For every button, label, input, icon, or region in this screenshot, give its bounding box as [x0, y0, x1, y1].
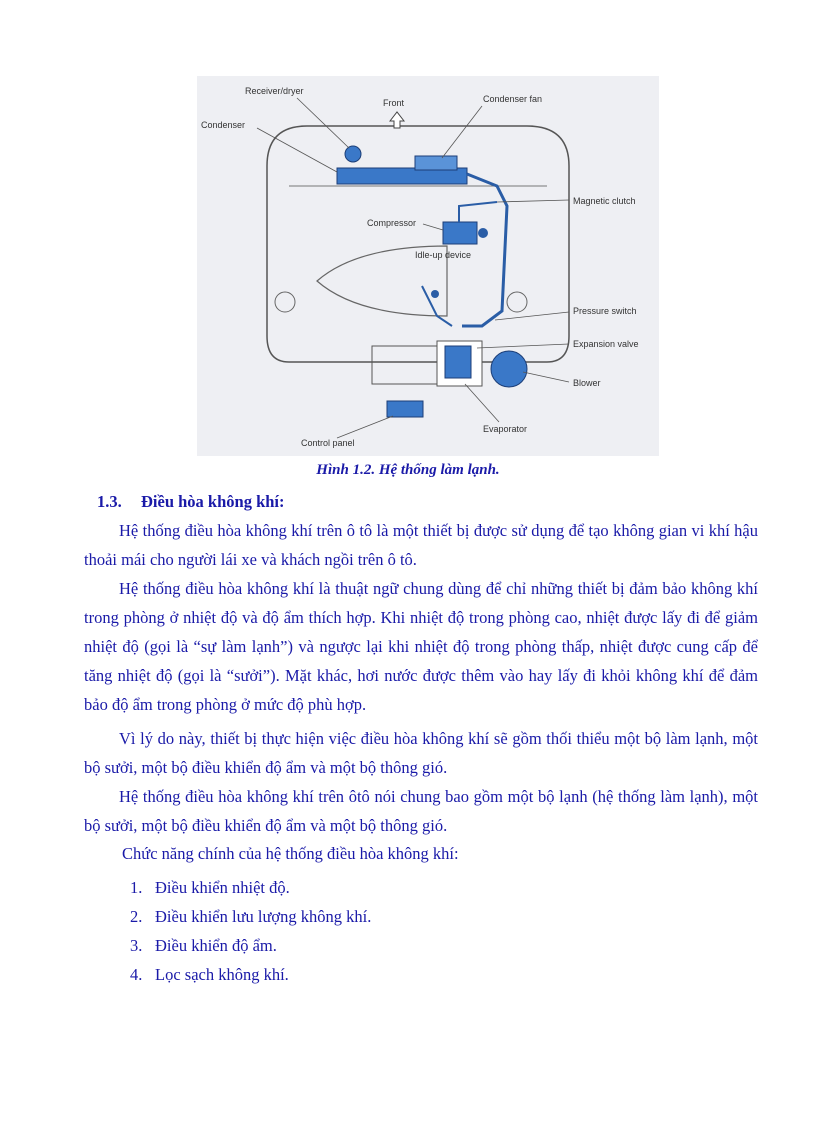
list-item	[130, 902, 371, 931]
figure-caption: Hình 1.2. Hệ thống làm lạnh.	[316, 462, 500, 478]
paragraph-1: Hệ thống điều hòa không khí trên ô tô là một thiết bị được sử dụng để tạo không gian vi khí hậu thoải mái cho người lái xe và khách ngồi trên ô tô.	[84, 521, 758, 569]
list-item-text: Điều khiển lưu lượng không khí.	[155, 907, 372, 926]
blower-shape	[491, 351, 527, 387]
compressor-pipe	[459, 202, 497, 222]
list-item-number: 1.	[130, 878, 143, 897]
list-item-number: 4.	[130, 965, 143, 984]
paragraph-4: Hệ thống điều hòa không khí trên ôtô nói chung bao gồm một bộ lạnh (hệ thống làm lạnh), một bộ sưởi, một bộ điều khiển độ ẩm và một bộ thông gió.	[84, 787, 758, 835]
control-panel-shape	[387, 401, 423, 417]
compressor-shape	[443, 222, 477, 244]
cooling-system-diagram	[197, 76, 659, 456]
label-front: Front	[383, 98, 405, 108]
list-item-number: 3.	[130, 936, 143, 955]
list-item-text: Lọc sạch không khí.	[155, 965, 289, 984]
paragraph-2: Hệ thống điều hòa không khí là thuật ngữ chung dùng để chỉ những thiết bị đảm bảo không khí trong phòng ở nhiệt độ và độ ẩm thích hợp. Khi nhiệt độ trong phòng cao, nhiệt được lấy đi để giảm nhiệt độ (gọi là “sự làm lạnh”) và ngược lại khi nhiệt độ trong phòng thấp, nhiệt được cung cấp để tăng nhiệt độ (gọi là “sưởi”). Mặt khác, hơi nước được thêm vào hay lấy đi khỏi không khí để đảm bảo độ ẩm trong phòng ở mức độ phù hợp.	[84, 579, 758, 714]
label-compressor: Compressor	[367, 218, 417, 228]
label-pressure-switch: Pressure switch	[573, 306, 637, 316]
condenser-fan-shape	[415, 156, 457, 170]
list-item-text: Điều khiển nhiệt độ.	[155, 878, 290, 897]
label-condenser: Condenser	[201, 120, 246, 130]
section-heading	[97, 492, 285, 512]
label-evaporator: Evaporator	[483, 424, 528, 434]
label-magnetic-clutch: Magnetic clutch	[573, 196, 636, 206]
label-receiver-dryer: Receiver/dryer	[245, 86, 304, 96]
label-condenser-fan: Condenser fan	[483, 94, 543, 104]
list-item-text: Điều khiển độ ẩm.	[155, 936, 277, 955]
heater-case	[372, 346, 437, 384]
magnetic-clutch-shape	[478, 228, 488, 238]
list-item	[130, 873, 371, 902]
section-number: 1.3.	[97, 492, 122, 511]
list-item	[130, 931, 371, 960]
label-idle-up-device: Idle-up device	[415, 250, 472, 260]
paragraph-3: Vì lý do này, thiết bị thực hiện việc điều hòa không khí sẽ gồm thối thiểu một bộ làm lạnh, một bộ sưởi, một bộ điều khiển độ ẩm và một bộ thông gió.	[84, 729, 758, 777]
label-control-panel: Control panel	[301, 438, 355, 448]
label-blower: Blower	[573, 378, 601, 388]
list-item-number: 2.	[130, 907, 143, 926]
leader-lines	[257, 98, 569, 438]
list-item	[130, 960, 371, 989]
cooling-system-figure	[197, 76, 659, 456]
left-wheel-well	[275, 292, 295, 312]
functions-list	[130, 873, 371, 989]
idle-up-device-shape	[431, 290, 439, 298]
section-title: Điều hòa không khí:	[141, 492, 285, 511]
right-wheel-well	[507, 292, 527, 312]
receiver-dryer-shape	[345, 146, 361, 162]
label-expansion-valve: Expansion valve	[573, 339, 639, 349]
functions-lead: Chức năng chính của hệ thống điều hòa không khí:	[122, 844, 459, 863]
evaporator-core	[445, 346, 471, 378]
